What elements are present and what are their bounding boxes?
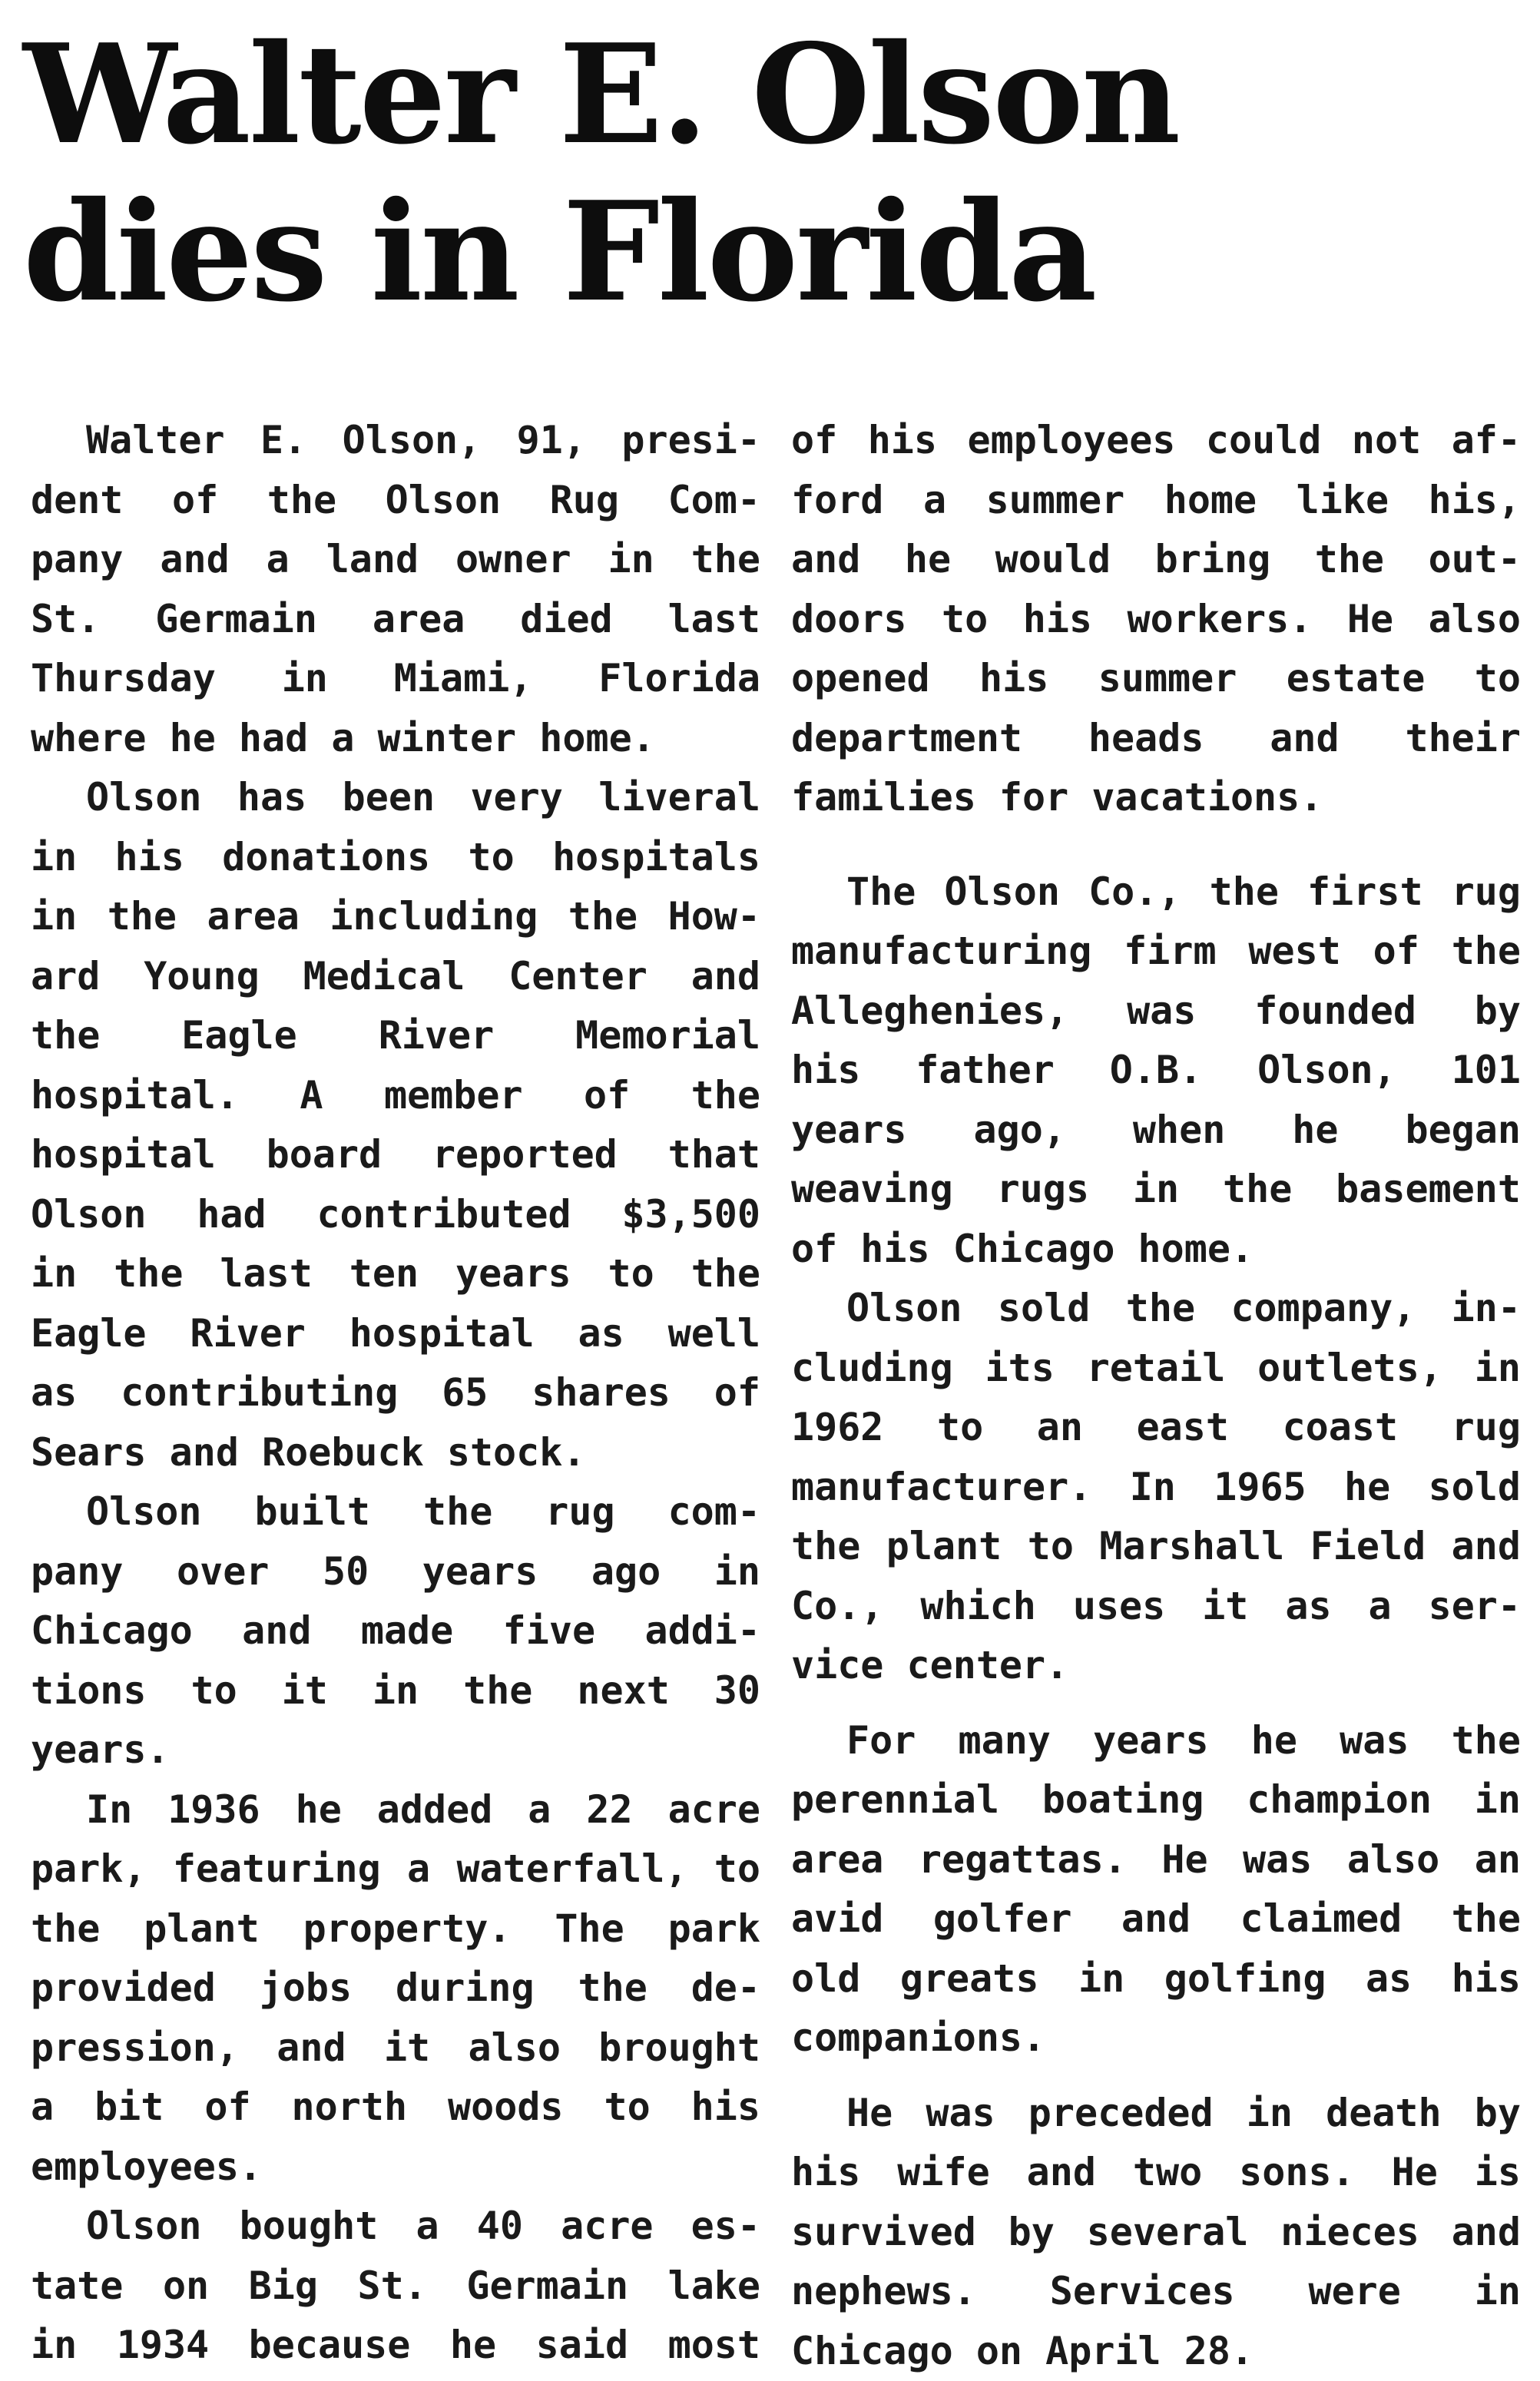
article-line: Chicago on April 28.	[791, 2328, 1254, 2373]
article-line: doors to his workers. He also	[791, 596, 1521, 641]
article-line: the plant to Marshall Field and	[791, 1524, 1521, 1568]
article-line: manufacturer. In 1965 he sold	[791, 1464, 1521, 1509]
article-line: a bit of north woods to his	[31, 2085, 760, 2129]
article-line: Olson bought a 40 acre es-	[86, 2204, 760, 2248]
right-column-block-1	[791, 411, 1521, 828]
article-line: dent of the Olson Rug Com-	[31, 477, 760, 522]
article-line: years.	[31, 1727, 170, 1772]
article-line: manufacturing firm west of the	[791, 929, 1521, 973]
article-line: weaving rugs in the basement	[791, 1167, 1521, 1211]
headline	[23, 15, 1406, 330]
article-line: the Eagle River Memorial	[31, 1013, 760, 1058]
article-line: avid golfer and claimed the	[791, 1896, 1521, 1941]
article-line: employees.	[31, 2144, 263, 2189]
article-line: He was preceded in death by	[846, 2090, 1521, 2135]
right-column-block-2	[791, 863, 1521, 1696]
article-line: opened his summer estate to	[791, 656, 1521, 700]
article-line: in the area including the How-	[31, 894, 760, 939]
article-line: in his donations to hospitals	[31, 834, 760, 879]
article-line: cluding its retail outlets, in	[791, 1345, 1521, 1390]
article-line: Chicago and made five addi-	[31, 1608, 760, 1653]
article-line: nephews. Services were in	[791, 2269, 1521, 2313]
article-line: Co., which uses it as a ser-	[791, 1583, 1521, 1628]
article-line: vice center.	[791, 1643, 1069, 1687]
article-line: perennial boating champion in	[791, 1777, 1521, 1822]
article-line: tate on Big St. Germain lake	[31, 2263, 760, 2308]
article-line: of his employees could not af-	[791, 418, 1521, 462]
article-line: his wife and two sons. He is	[791, 2150, 1521, 2194]
article-line: Olson has been very liveral	[86, 775, 760, 820]
article-line: The Olson Co., the first rug	[846, 869, 1521, 914]
article-line: where he had a winter home.	[31, 715, 655, 760]
right-column-block-3	[791, 1711, 1521, 2068]
article-line: years ago, when he began	[791, 1107, 1521, 1152]
article-line: ard Young Medical Center and	[31, 953, 760, 998]
article-line: Alleghenies, was founded by	[791, 988, 1521, 1033]
headline-line-2: dies in Florida	[23, 171, 1095, 332]
article-line: Sears and Roebuck stock.	[31, 1429, 586, 1475]
article-line: provided jobs during the de-	[31, 1965, 760, 2010]
article-line: hospital board reported that	[31, 1132, 760, 1177]
article-line: pression, and it also brought	[31, 2025, 760, 2070]
article-line: in 1934 because he said most	[31, 2323, 760, 2367]
article-line: Olson had contributed $3,500	[31, 1191, 760, 1237]
article-line: pany over 50 years ago in	[31, 1548, 760, 1594]
article-line: department heads and their	[791, 715, 1521, 760]
article-line: 1962 to an east coast rug	[791, 1405, 1521, 1449]
article-line: pany and a land owner in the	[31, 537, 760, 581]
headline-line-1: Walter E. Olson	[23, 14, 1179, 174]
article-line: Eagle River hospital as well	[31, 1310, 760, 1356]
article-line: In 1936 he added a 22 acre	[86, 1787, 760, 1832]
article-line: as contributing 65 shares of	[31, 1370, 760, 1415]
article-line: tions to it in the next 30	[31, 1667, 760, 1713]
article-line: area regattas. He was also an	[791, 1836, 1521, 1882]
left-column	[31, 411, 760, 2376]
article-line: companions.	[791, 2015, 1046, 2060]
article-line: the plant property. The park	[31, 1906, 760, 1951]
article-line: Thursday in Miami, Florida	[31, 656, 760, 700]
article-line: ford a summer home like his,	[791, 477, 1521, 522]
article-line: hospital. A member of the	[31, 1072, 760, 1118]
article-line: park, featuring a waterfall, to	[31, 1846, 760, 1891]
article-line: For many years he was the	[846, 1717, 1521, 1763]
article-line: and he would bring the out-	[791, 537, 1521, 581]
right-column-block-4	[791, 2084, 1521, 2381]
article-line: old greats in golfing as his	[791, 1955, 1521, 2001]
article-line: Walter E. Olson, 91, presi-	[86, 418, 760, 462]
right-column	[791, 411, 1521, 2381]
article-line: Olson sold the company, in-	[846, 1286, 1521, 1330]
article-line: in the last ten years to the	[31, 1251, 760, 1296]
article-line: his father O.B. Olson, 101	[791, 1048, 1521, 1092]
article-line: families for vacations.	[791, 775, 1323, 820]
article-line: survived by several nieces and	[791, 2209, 1521, 2254]
article-line: of his Chicago home.	[791, 1226, 1254, 1271]
article-line: St. Germain area died last	[31, 596, 760, 641]
article-line: Olson built the rug com-	[86, 1489, 760, 1534]
